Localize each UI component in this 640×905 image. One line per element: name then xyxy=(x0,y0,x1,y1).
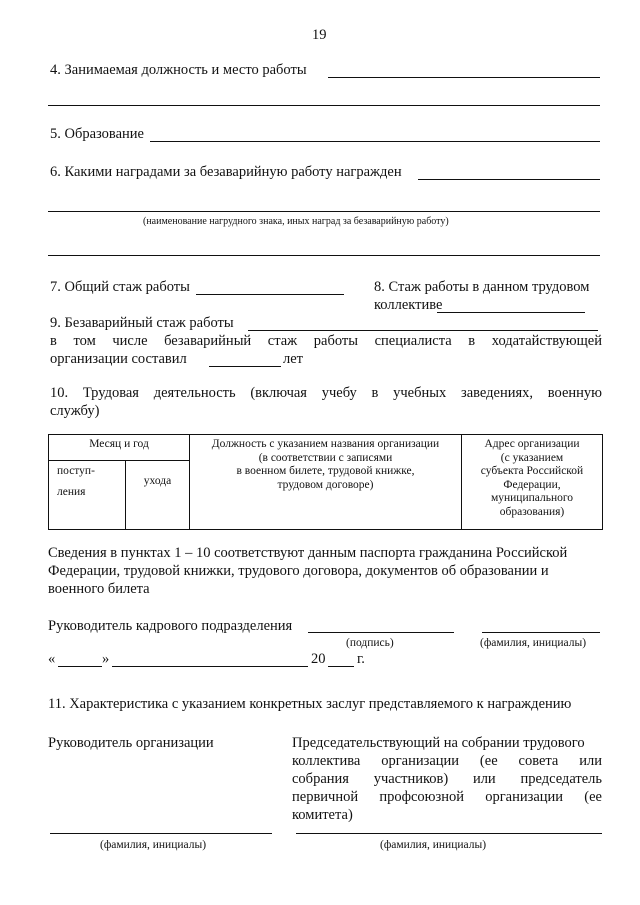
item6-field-line3[interactable] xyxy=(48,255,600,256)
item9-line2: в том числе безаварийный стаж работы специалиста в ходатайствующей xyxy=(50,333,602,349)
chair-line5: комитета) xyxy=(292,807,353,823)
item7-field[interactable] xyxy=(196,294,344,295)
hr-signature-caption: (подпись) xyxy=(346,637,394,649)
chair-name-caption: (фамилия, инициалы) xyxy=(380,839,487,851)
item9-label: 9. Безаварийный стаж работы xyxy=(50,315,234,331)
position-header: Должность с указанием названия организации (в соответствии с записями в военном билете, трудовой книжке, трудовом договоре) xyxy=(190,435,462,530)
date-day-field[interactable] xyxy=(58,666,102,667)
date-year-prefix: 20 xyxy=(311,651,326,667)
item4-label: 4. Занимаемая должность и место работы xyxy=(50,62,307,78)
chair-line2: коллектива организации (ее совета или xyxy=(292,753,602,769)
hr-name-caption: (фамилия, инициалы) xyxy=(480,637,587,649)
confirmation-line2: Федерации, трудовой книжки, трудового договора, документов об образовании и xyxy=(48,563,549,579)
chair-line4: первичной профсоюзной организации (ее xyxy=(292,789,602,805)
confirmation-line1: Сведения в пунктах 1 – 10 соответствуют данным паспорта гражданина Российской xyxy=(48,545,568,561)
item9-field[interactable] xyxy=(248,330,598,331)
item5-label: 5. Образование xyxy=(50,126,144,142)
item6-field[interactable] xyxy=(418,179,600,180)
hr-signature-field[interactable] xyxy=(308,632,454,633)
date-close-quote: » xyxy=(102,651,110,667)
item6-caption: (наименование нагрудного знака, иных наград за безаварийную работу) xyxy=(143,216,449,227)
date-year-suffix: г. xyxy=(357,651,365,667)
item8-line2: коллективе xyxy=(374,297,443,313)
date-year-field[interactable] xyxy=(328,666,354,667)
admission-header: поступ- ления xyxy=(49,461,126,530)
hr-name-field[interactable] xyxy=(482,632,600,633)
leaving-header: ухода xyxy=(126,461,190,530)
hr-head-label: Руководитель кадрового подразделения xyxy=(48,618,293,634)
chair-name-field[interactable] xyxy=(296,833,602,834)
item8-field[interactable] xyxy=(437,312,585,313)
item10-line2: службу) xyxy=(50,403,100,419)
confirmation-line3: военного билета xyxy=(48,581,150,597)
chair-line3: собрания участников) или председатель xyxy=(292,771,602,787)
date-month-field[interactable] xyxy=(112,666,308,667)
item9-line3-suffix: лет xyxy=(283,351,304,367)
org-head-name-caption: (фамилия, инициалы) xyxy=(100,839,207,851)
chair-line1: Председательствующий на собрании трудового xyxy=(292,735,585,751)
item5-field[interactable] xyxy=(150,141,600,142)
org-head-label: Руководитель организации xyxy=(48,735,214,751)
org-head-name-field[interactable] xyxy=(50,833,272,834)
month-year-header: Месяц и год xyxy=(49,435,190,461)
item10-line1: 10. Трудовая деятельность (включая учебу в учебных заведениях, военную xyxy=(50,385,602,401)
item8-line1: 8. Стаж работы в данном трудовом xyxy=(374,279,590,295)
work-history-table xyxy=(48,434,603,530)
item6-field-line2[interactable] xyxy=(48,211,600,212)
page-number: 19 xyxy=(312,27,327,43)
item9-line3-prefix: организации составил xyxy=(50,351,187,367)
item9-years-field[interactable] xyxy=(209,366,281,367)
item7-label: 7. Общий стаж работы xyxy=(50,279,190,295)
item11-label: 11. Характеристика с указанием конкретных заслуг представляемого к награждению xyxy=(48,696,572,712)
item4-field-line2[interactable] xyxy=(48,105,600,106)
address-header: Адрес организации (с указанием субъекта Российской Федерации, муниципального образования) xyxy=(462,435,603,530)
date-open-quote: « xyxy=(48,651,56,667)
item6-label: 6. Какими наградами за безаварийную работу награжден xyxy=(50,164,402,180)
item4-field[interactable] xyxy=(328,77,600,78)
